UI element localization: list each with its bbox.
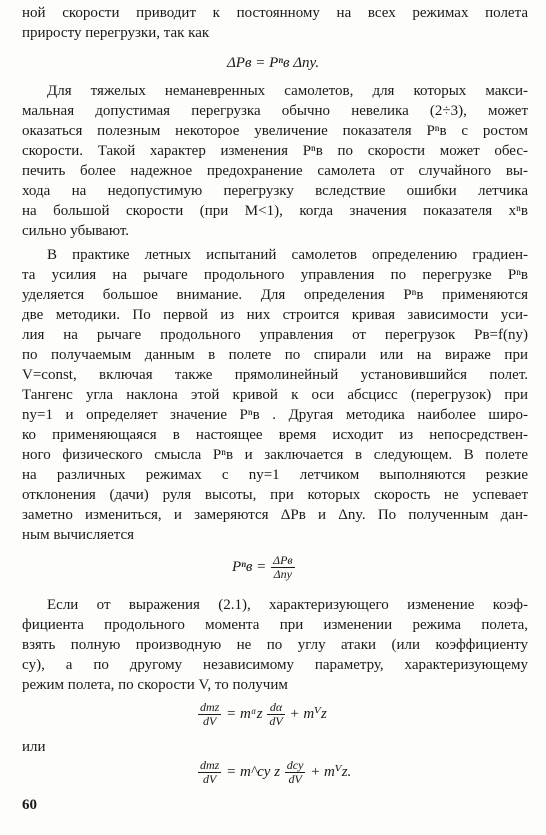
text-line: ной скорости приводит к постоянному на всех режимах полета: [22, 5, 528, 21]
text-line: ко применяющаяся в настоящее время исходит из непосредствен-: [22, 427, 528, 443]
text-line: на различных режимах с ny=1 летчиком выполняются резкие: [22, 467, 528, 483]
text-line: сильно убывают.: [22, 223, 130, 239]
text-line: отклонения (дачи) руля высоты, при которых скорость не успевает: [22, 487, 528, 503]
text-line: две методики. По первой из них строится кривая зависимости уси-: [22, 307, 528, 323]
text-line: Тангенс угла наклона этой кривой к оси абсцисс (перегрузок) при: [22, 387, 528, 403]
text-line: по получаемым данным в полете по спирали или на вираже при: [22, 347, 528, 363]
fraction-denominator: dV: [203, 714, 217, 728]
text-line: скорости. Такой характер изменения Pⁿв по скорости может обес-: [22, 143, 528, 159]
text-line: режим полета, по скорости V, то получим: [22, 677, 288, 693]
formula-left: Pⁿв =: [232, 558, 267, 575]
text-line: та усилия на рычаге продольного управления по перегрузке Pⁿв: [22, 267, 528, 283]
text-line: ного физического смысла Pⁿв и заключается в следующем. В полете: [22, 447, 528, 463]
fraction-numerator: dcy: [286, 758, 304, 772]
fraction-numerator: dα: [267, 701, 284, 715]
text-line: cy), а по другому независимому параметру, характеризующему: [22, 657, 528, 673]
text-line: лия на рычаге продольного управления от перегрузок Pв=f(ny): [22, 327, 528, 343]
fraction: [285, 759, 306, 786]
text-line: заметно измениться, и замеряются ΔPв и Δny. По полученным дан-: [22, 507, 528, 523]
fraction-denominator: dV: [288, 772, 302, 786]
formula-delta-p: ΔPв = Pⁿв Δny.: [227, 55, 320, 71]
page-number: 60: [22, 797, 37, 813]
text-line: уделяется большое внимание. Для определения Pⁿв применяются: [22, 287, 528, 303]
text-line: ным вычисляется: [22, 527, 135, 543]
fraction: [198, 759, 221, 786]
text-line: Для тяжелых неманевренных самолетов, для которых макси-: [47, 83, 528, 99]
formula-moment-derivative-alpha: [197, 701, 327, 728]
text-line: печить более надежное предохранение самолета от случайного вы-: [22, 163, 528, 179]
fraction-numerator: ΔPв: [273, 553, 293, 567]
fraction-denominator: dV: [269, 714, 283, 728]
text-line: В практике летных испытаний самолетов определению градиен-: [47, 247, 528, 263]
text-line: мальная допустимая перегрузка обычно невелика (2÷3), может: [22, 103, 528, 119]
text-line: хода на недопустимую перегрузку вследствие ошибки летчика: [22, 183, 528, 199]
formula-moment-derivative-cy: [197, 759, 351, 786]
formula-mid: = m^cy z: [226, 763, 281, 780]
conjunction-or: или: [22, 739, 46, 755]
formula-mid: = mᵅz: [226, 705, 263, 722]
fraction-denominator: dV: [203, 772, 217, 786]
fraction: [271, 554, 295, 581]
fraction: [267, 701, 284, 728]
text-line: ny=1 и определяет значение Pⁿв . Другая методика наиболее широ-: [22, 407, 528, 423]
fraction: [198, 701, 221, 728]
formula-gradient: [232, 554, 296, 581]
formula-tail: + mⱽz.: [310, 763, 352, 780]
formula-tail: + mⱽz: [289, 705, 327, 722]
text-line: взять полную производную не по углу атаки (или коэффициенту: [22, 637, 528, 653]
text-line: оказаться полезным некоторое увеличение показателя Pⁿв с ростом: [22, 123, 528, 139]
fraction-denominator: Δny: [273, 567, 293, 581]
text-line: приросту перегрузки, так как: [22, 25, 210, 41]
text-line: V=const, включая также прямолинейный установившийся полет.: [22, 367, 528, 383]
fraction-numerator: dmz: [200, 700, 220, 714]
text-line: на большой скорости (при M<1), когда значения показателя xⁿв: [22, 203, 528, 219]
fraction-numerator: dmz: [200, 758, 220, 772]
text-line: Если от выражения (2.1), характеризующего изменение коэф-: [47, 597, 528, 613]
text-line: фициента продольного момента при изменении режима полета,: [22, 617, 528, 633]
